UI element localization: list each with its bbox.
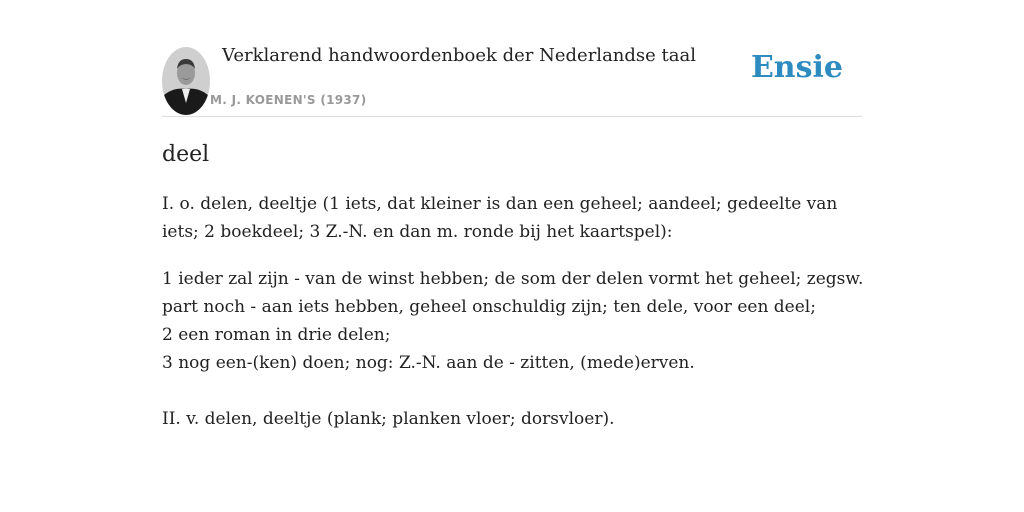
entry-content (162, 140, 862, 433)
entry-headword: deel (162, 142, 210, 167)
example-line: 1 ieder zal zijn - van de winst hebben; de som der delen vormt het geheel; zegsw. (162, 269, 864, 289)
book-subtitle: M. J. KOENEN'S (1937) (210, 93, 367, 107)
sense-one-examples (162, 265, 862, 377)
author-portrait-icon (162, 47, 210, 115)
example-line: 2 een roman in drie delen; (162, 325, 391, 345)
ensie-logo-link[interactable]: Ensie (750, 50, 843, 85)
dictionary-header (162, 40, 862, 117)
sense-one: I. o. delen, deeltje (1 iets, dat kleiner is dan een geheel; aandeel; gedeelte van iets; 2 boekdeel; 3 Z.-N. en dan m. ronde bij het kaartspel): (162, 194, 838, 242)
sense-two: II. v. delen, deeltje (plank; planken vloer; dorsvloer). (162, 409, 615, 429)
example-line: part noch - aan iets hebben, geheel onschuldig zijn; ten dele, voor een deel; (162, 297, 816, 317)
book-title: Verklarend handwoordenboek der Nederlandse taal (222, 45, 696, 66)
example-line: 3 nog een-(ken) doen; nog: Z.-N. aan de - zitten, (mede)erven. (162, 353, 695, 373)
